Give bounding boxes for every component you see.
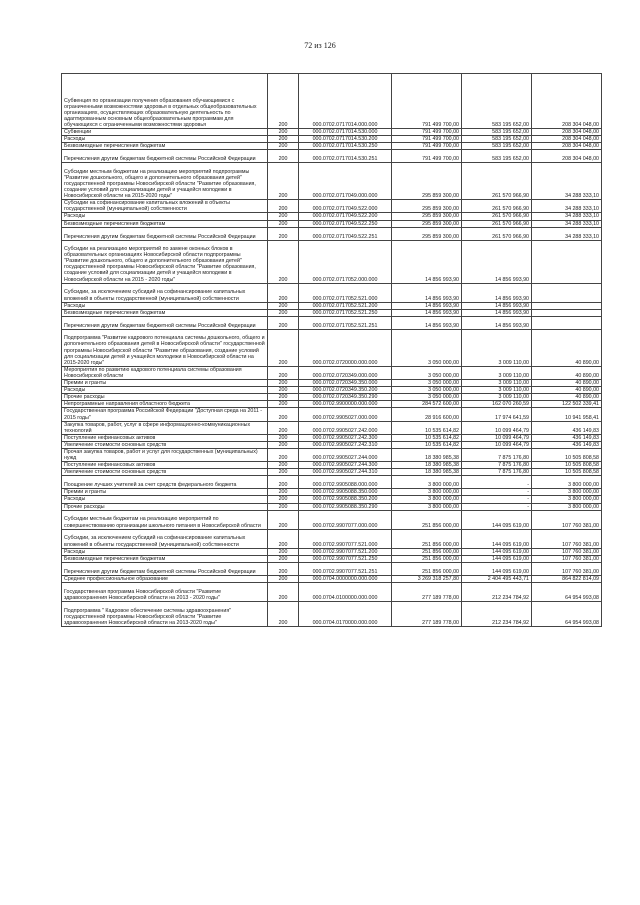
approved-amount: 10 535 614,82 (392, 421, 462, 434)
table-row (62, 503, 602, 510)
executed-amount: 14 856 993,90 (462, 283, 532, 302)
budget-classification-code: 000.0702.9905027.242.310 (299, 441, 392, 448)
approved-amount: 3 800 000,00 (392, 503, 462, 510)
unexecuted-amount: 208 304 048,00 (532, 150, 602, 163)
unexecuted-amount (532, 309, 602, 316)
budget-kvr-code: 200 (268, 366, 299, 379)
budget-kvr-code: 200 (268, 200, 299, 213)
budget-kvr-code: 200 (268, 240, 299, 283)
approved-amount: 791 499 700,00 (392, 136, 462, 143)
table-row (62, 220, 602, 227)
executed-amount: 583 195 652,00 (462, 129, 532, 136)
budget-classification-code: 000.0702.0717052.521.250 (299, 309, 392, 316)
budget-classification-code: 000.0702.9905027.242.300 (299, 434, 392, 441)
table-row (62, 434, 602, 441)
unexecuted-amount: 10 505 808,58 (532, 448, 602, 461)
budget-item-name: Безвозмездные перечисления бюджетам (62, 220, 268, 227)
unexecuted-amount: 34 288 333,10 (532, 163, 602, 200)
budget-kvr-code: 200 (268, 555, 299, 562)
approved-amount: 14 856 993,90 (392, 309, 462, 316)
budget-classification-code: 000.0702.0720000.000.000 (299, 329, 392, 366)
budget-classification-code: 000.0702.9905088.350.000 (299, 489, 392, 496)
budget-kvr-code: 200 (268, 316, 299, 329)
table-row (62, 366, 602, 379)
budget-classification-code: 000.0702.0720349.350.000 (299, 380, 392, 387)
executed-amount: 7 875 176,80 (462, 462, 532, 469)
approved-amount: 14 856 993,90 (392, 316, 462, 329)
table-row (62, 510, 602, 529)
unexecuted-amount: 40 890,00 (532, 329, 602, 366)
budget-classification-code: 000.0702.0717014.530.251 (299, 150, 392, 163)
budget-item-name: Поощрение лучших учителей за счет средств федерального бюджета (62, 476, 268, 489)
table-row (62, 302, 602, 309)
budget-kvr-code: 200 (268, 496, 299, 503)
budget-item-name: Субвенция по организации получения образования обучающимися с ограниченными возможностями здоровья в отдельных общеобразовательных организациях, осуществляющих образовательную деятельность по адаптированным основным общеобразовательным программам для обучающихся с ограниченными возможностями здоровья (62, 74, 268, 129)
unexecuted-amount: 3 800 000,00 (532, 496, 602, 503)
unexecuted-amount (532, 240, 602, 283)
budget-kvr-code: 200 (268, 408, 299, 421)
budget-classification-code: 000.0702.9900000.000.000 (299, 401, 392, 408)
table-row (62, 421, 602, 434)
approved-amount: 18 380 985,38 (392, 469, 462, 476)
unexecuted-amount: 10 505 808,58 (532, 469, 602, 476)
executed-amount: 583 195 652,00 (462, 74, 532, 129)
budget-item-name: Подпрограмма " Кадровое обеспечение системы здравоохранения" государственной программы Новосибирской области "Развитие здравоохранения Новосибирской области на 2013-2020 годы" (62, 601, 268, 626)
executed-amount: 10 099 464,79 (462, 441, 532, 448)
executed-amount: - (462, 503, 532, 510)
budget-classification-code: 000.0702.9905088.000.000 (299, 476, 392, 489)
budget-classification-code: 000.0704.0000000.000.000 (299, 575, 392, 582)
unexecuted-amount: 107 760 381,00 (532, 529, 602, 548)
budget-classification-code: 000.0702.0717052.521.000 (299, 283, 392, 302)
executed-amount: 144 095 619,00 (462, 562, 532, 575)
budget-kvr-code: 200 (268, 503, 299, 510)
budget-kvr-code: 200 (268, 387, 299, 394)
executed-amount: 583 195 652,00 (462, 143, 532, 150)
budget-classification-code: 000.0702.9907077.521.250 (299, 555, 392, 562)
budget-classification-code: 000.0702.0717014.530.000 (299, 129, 392, 136)
budget-kvr-code: 200 (268, 548, 299, 555)
budget-item-name: Мероприятия по развитию кадрового потенциала системы образования Новосибирской области (62, 366, 268, 379)
executed-amount: - (462, 476, 532, 489)
budget-kvr-code: 200 (268, 143, 299, 150)
table-row (62, 462, 602, 469)
budget-classification-code: 000.0702.9905088.350.290 (299, 503, 392, 510)
executed-amount: 3 009 110,00 (462, 387, 532, 394)
unexecuted-amount: 107 760 381,00 (532, 555, 602, 562)
budget-item-name: Безвозмездные перечисления бюджетам (62, 143, 268, 150)
unexecuted-amount: 64 954 993,08 (532, 601, 602, 626)
executed-amount: 14 856 993,90 (462, 302, 532, 309)
budget-item-name: Расходы (62, 302, 268, 309)
budget-kvr-code: 200 (268, 441, 299, 448)
approved-amount: 28 916 600,00 (392, 408, 462, 421)
unexecuted-amount: 40 890,00 (532, 387, 602, 394)
unexecuted-amount: 3 800 000,00 (532, 476, 602, 489)
executed-amount: 261 570 966,90 (462, 220, 532, 227)
approved-amount: 251 856 000,00 (392, 555, 462, 562)
approved-amount: 3 050 000,00 (392, 366, 462, 379)
unexecuted-amount: 436 149,83 (532, 441, 602, 448)
unexecuted-amount: 3 800 000,00 (532, 503, 602, 510)
budget-kvr-code: 200 (268, 469, 299, 476)
budget-classification-code: 000.0702.9907077.521.200 (299, 548, 392, 555)
budget-execution-table (61, 73, 602, 627)
table-row (62, 489, 602, 496)
approved-amount: 295 859 300,00 (392, 220, 462, 227)
budget-item-name: Государственная программа Российской Федерации "Доступная среда на 2011 - 2015 годы" (62, 408, 268, 421)
table-row (62, 283, 602, 302)
budget-classification-code: 000.0702.9905027.244.000 (299, 448, 392, 461)
table-row (62, 601, 602, 626)
executed-amount: 17 974 641,59 (462, 408, 532, 421)
budget-kvr-code: 200 (268, 136, 299, 143)
table-row (62, 387, 602, 394)
executed-amount: 212 234 784,92 (462, 582, 532, 601)
budget-item-name: Прочие расходы (62, 394, 268, 401)
budget-item-name: Безвозмездные перечисления бюджетам (62, 309, 268, 316)
unexecuted-amount: 3 800 000,00 (532, 489, 602, 496)
budget-kvr-code: 200 (268, 421, 299, 434)
executed-amount: 10 099 464,79 (462, 434, 532, 441)
budget-classification-code: 000.0702.0717049.522.000 (299, 200, 392, 213)
unexecuted-amount: 107 760 381,00 (532, 548, 602, 555)
approved-amount: 284 572 600,00 (392, 401, 462, 408)
unexecuted-amount: 107 760 381,00 (532, 510, 602, 529)
budget-item-name: Государственная программа Новосибирской области "Развитие здравоохранения Новосибирской области на 2013 - 2020 годы" (62, 582, 268, 601)
executed-amount: 212 234 784,92 (462, 601, 532, 626)
approved-amount: 791 499 700,00 (392, 150, 462, 163)
budget-item-name: Перечисления другим бюджетам бюджетной системы Российской Федерации (62, 227, 268, 240)
budget-item-name: Субсидии на реализацию мероприятий по замене оконных блоков в образовательных организациях Новосибирской области подпрограммы "Развитие дошкольного, общего и дополнительного образования детей" государственной программы Новосибирской области "Развитие образования, создание условий для социализации детей и учащейся молодежи в Новосибирской области на 2015 - 2020 годы" (62, 240, 268, 283)
executed-amount: 144 095 619,00 (462, 510, 532, 529)
unexecuted-amount (532, 283, 602, 302)
unexecuted-amount: 34 288 333,10 (532, 213, 602, 220)
approved-amount: 791 499 700,00 (392, 129, 462, 136)
budget-kvr-code: 200 (268, 434, 299, 441)
table-row (62, 548, 602, 555)
unexecuted-amount: 40 890,00 (532, 394, 602, 401)
executed-amount: 2 404 495 443,71 (462, 575, 532, 582)
executed-amount: 14 856 993,90 (462, 316, 532, 329)
approved-amount: 251 856 000,00 (392, 529, 462, 548)
budget-kvr-code: 200 (268, 582, 299, 601)
table-row (62, 136, 602, 143)
budget-item-name: Прочие расходы (62, 503, 268, 510)
table-row (62, 227, 602, 240)
budget-item-name: Прочая закупка товаров, работ и услуг для государственных (муниципальных) нужд (62, 448, 268, 461)
executed-amount: 3 009 110,00 (462, 394, 532, 401)
budget-kvr-code: 200 (268, 401, 299, 408)
unexecuted-amount: 208 304 048,00 (532, 74, 602, 129)
table-row (62, 469, 602, 476)
approved-amount: 14 856 993,90 (392, 240, 462, 283)
budget-kvr-code: 200 (268, 329, 299, 366)
table-row (62, 329, 602, 366)
table-row (62, 316, 602, 329)
budget-kvr-code: 200 (268, 220, 299, 227)
budget-kvr-code: 200 (268, 213, 299, 220)
table-row (62, 150, 602, 163)
budget-kvr-code: 200 (268, 562, 299, 575)
executed-amount: 10 099 464,79 (462, 421, 532, 434)
budget-item-name: Субсидии местным бюджетам на реализацию мероприятий по совершенствованию организации школьного питания в Новосибирской области (62, 510, 268, 529)
unexecuted-amount: 208 304 048,00 (532, 136, 602, 143)
budget-kvr-code: 200 (268, 163, 299, 200)
approved-amount: 277 189 778,00 (392, 601, 462, 626)
table-row (62, 380, 602, 387)
table-row (62, 401, 602, 408)
budget-item-name: Перечисления другим бюджетам бюджетной системы Российской Федерации (62, 316, 268, 329)
budget-item-name: Субсидии на софинансирование капитальных вложений в объекты государственной (муниципальной) собственности (62, 200, 268, 213)
executed-amount: 3 009 110,00 (462, 380, 532, 387)
table-row (62, 200, 602, 213)
budget-item-name: Расходы (62, 387, 268, 394)
unexecuted-amount: 208 304 048,00 (532, 143, 602, 150)
unexecuted-amount: 10 505 808,58 (532, 462, 602, 469)
budget-kvr-code: 200 (268, 510, 299, 529)
approved-amount: 18 380 985,38 (392, 448, 462, 461)
table-row (62, 555, 602, 562)
table-row (62, 129, 602, 136)
table-row (62, 441, 602, 448)
unexecuted-amount: 122 502 339,41 (532, 401, 602, 408)
budget-classification-code: 000.0702.0717014.530.250 (299, 143, 392, 150)
budget-classification-code: 000.0702.0717014.000.000 (299, 74, 392, 129)
approved-amount: 251 856 000,00 (392, 510, 462, 529)
budget-kvr-code: 200 (268, 476, 299, 489)
budget-item-name: Расходы (62, 496, 268, 503)
unexecuted-amount (532, 302, 602, 309)
budget-classification-code: 000.0702.0717052.521.200 (299, 302, 392, 309)
approved-amount: 3 050 000,00 (392, 329, 462, 366)
executed-amount: - (462, 496, 532, 503)
table-row (62, 575, 602, 582)
budget-kvr-code: 200 (268, 529, 299, 548)
approved-amount: 3 269 318 257,80 (392, 575, 462, 582)
table-row (62, 476, 602, 489)
executed-amount: 261 570 966,90 (462, 200, 532, 213)
budget-classification-code: 000.0702.0717052.000.000 (299, 240, 392, 283)
budget-classification-code: 000.0702.9907077.521.000 (299, 529, 392, 548)
approved-amount: 18 380 985,38 (392, 462, 462, 469)
budget-item-name: Субсидии местным бюджетам на реализацию мероприятий подпрограммы "Развитие дошкольного, общего и дополнительного образования детей" государственной программы Новосибирской области "Развитие образования, создание условий для социализации детей и учащейся молодежи в Новосибирской области на 2015-2020 годы" (62, 163, 268, 200)
budget-kvr-code: 200 (268, 601, 299, 626)
budget-classification-code: 000.0704.0100000.000.000 (299, 582, 392, 601)
table-row (62, 448, 602, 461)
table-row (62, 529, 602, 548)
budget-kvr-code: 200 (268, 74, 299, 129)
budget-classification-code: 000.0704.0170000.000.000 (299, 601, 392, 626)
budget-item-name: Увеличение стоимости основных средств (62, 441, 268, 448)
table-row (62, 394, 602, 401)
budget-classification-code: 000.0702.0717049.522.251 (299, 227, 392, 240)
budget-item-name: Увеличение стоимости основных средств (62, 469, 268, 476)
budget-item-name: Среднее профессиональное образование (62, 575, 268, 582)
budget-kvr-code: 200 (268, 489, 299, 496)
budget-classification-code: 000.0702.0720349.350.290 (299, 394, 392, 401)
budget-kvr-code: 200 (268, 462, 299, 469)
table-row (62, 562, 602, 575)
budget-kvr-code: 200 (268, 129, 299, 136)
executed-amount: 261 570 966,90 (462, 163, 532, 200)
budget-item-name: Перечисления другим бюджетам бюджетной системы Российской Федерации (62, 150, 268, 163)
approved-amount: 251 856 000,00 (392, 562, 462, 575)
budget-item-name: Расходы (62, 548, 268, 555)
unexecuted-amount: 10 941 958,41 (532, 408, 602, 421)
budget-kvr-code: 200 (268, 448, 299, 461)
page-number: 72 из 126 (304, 41, 336, 50)
unexecuted-amount: 107 760 381,00 (532, 562, 602, 575)
executed-amount: 583 195 652,00 (462, 150, 532, 163)
approved-amount: 295 859 300,00 (392, 163, 462, 200)
approved-amount: 3 800 000,00 (392, 496, 462, 503)
budget-kvr-code: 200 (268, 380, 299, 387)
budget-kvr-code: 200 (268, 150, 299, 163)
approved-amount: 3 800 000,00 (392, 489, 462, 496)
approved-amount: 295 859 300,00 (392, 213, 462, 220)
budget-item-name: Перечисления другим бюджетам бюджетной системы Российской Федерации (62, 562, 268, 575)
budget-classification-code: 000.0702.9905027.242.000 (299, 421, 392, 434)
executed-amount: 162 070 260,59 (462, 401, 532, 408)
executed-amount: 3 009 110,00 (462, 366, 532, 379)
executed-amount: 3 009 110,00 (462, 329, 532, 366)
executed-amount: 7 875 176,80 (462, 469, 532, 476)
budget-item-name: Закупка товаров, работ, услуг в сфере информационно-коммуникационных технологий (62, 421, 268, 434)
executed-amount: 7 875 176,80 (462, 448, 532, 461)
executed-amount: 261 570 966,90 (462, 227, 532, 240)
budget-classification-code: 000.0702.9907077.521.251 (299, 562, 392, 575)
approved-amount: 3 800 000,00 (392, 476, 462, 489)
table-row (62, 582, 602, 601)
approved-amount: 14 856 993,90 (392, 283, 462, 302)
unexecuted-amount: 864 822 814,09 (532, 575, 602, 582)
approved-amount: 295 859 300,00 (392, 227, 462, 240)
budget-kvr-code: 200 (268, 302, 299, 309)
budget-classification-code: 000.0702.9905088.350.200 (299, 496, 392, 503)
unexecuted-amount: 40 890,00 (532, 366, 602, 379)
budget-item-name: Субвенции (62, 129, 268, 136)
table-row (62, 309, 602, 316)
approved-amount: 10 535 614,82 (392, 434, 462, 441)
approved-amount: 3 050 000,00 (392, 394, 462, 401)
approved-amount: 791 499 700,00 (392, 143, 462, 150)
budget-item-name: Поступление нефинансовых активов (62, 434, 268, 441)
executed-amount: 583 195 652,00 (462, 136, 532, 143)
executed-amount: 14 856 993,90 (462, 240, 532, 283)
budget-kvr-code: 200 (268, 227, 299, 240)
budget-classification-code: 000.0702.0720349.000.000 (299, 366, 392, 379)
budget-item-name: Субсидии, за исключением субсидий на софинансирование капитальных вложений в объекты государственной (муниципальной) собственности (62, 283, 268, 302)
budget-item-name: Расходы (62, 136, 268, 143)
budget-item-name: Безвозмездные перечисления бюджетам (62, 555, 268, 562)
unexecuted-amount: 436 149,83 (532, 434, 602, 441)
unexecuted-amount: 34 288 333,10 (532, 220, 602, 227)
table-row (62, 408, 602, 421)
unexecuted-amount: 40 890,00 (532, 380, 602, 387)
approved-amount: 3 050 000,00 (392, 387, 462, 394)
budget-classification-code: 000.0702.0717049.522.250 (299, 220, 392, 227)
approved-amount: 3 050 000,00 (392, 380, 462, 387)
unexecuted-amount: 34 288 333,10 (532, 200, 602, 213)
budget-classification-code: 000.0702.9905027.244.300 (299, 462, 392, 469)
table-row (62, 163, 602, 200)
budget-item-name: Премии и гранты (62, 489, 268, 496)
executed-amount: 14 856 993,90 (462, 309, 532, 316)
approved-amount: 14 856 993,90 (392, 302, 462, 309)
budget-kvr-code: 200 (268, 283, 299, 302)
budget-classification-code: 000.0702.0717014.530.200 (299, 136, 392, 143)
budget-item-name: Премии и гранты (62, 380, 268, 387)
unexecuted-amount: 436 149,83 (532, 421, 602, 434)
executed-amount: - (462, 489, 532, 496)
budget-kvr-code: 200 (268, 309, 299, 316)
unexecuted-amount: 34 288 333,10 (532, 227, 602, 240)
unexecuted-amount (532, 316, 602, 329)
table-row (62, 496, 602, 503)
budget-classification-code: 000.0702.0720349.350.200 (299, 387, 392, 394)
budget-kvr-code: 200 (268, 394, 299, 401)
executed-amount: 144 095 619,00 (462, 529, 532, 548)
budget-item-name: Расходы (62, 213, 268, 220)
budget-item-name: Непрограммные направления областного бюджета (62, 401, 268, 408)
unexecuted-amount: 208 304 048,00 (532, 129, 602, 136)
executed-amount: 261 570 966,90 (462, 213, 532, 220)
approved-amount: 251 856 000,00 (392, 548, 462, 555)
budget-classification-code: 000.0702.9907077.000.000 (299, 510, 392, 529)
table-row (62, 213, 602, 220)
budget-item-name: Поступление нефинансовых активов (62, 462, 268, 469)
budget-item-name: Субсидии, за исключением субсидий на софинансирование капитальных вложений в объекты государственной (муниципальной) собственности (62, 529, 268, 548)
table-row (62, 240, 602, 283)
budget-classification-code: 000.0702.9905027.000.000 (299, 408, 392, 421)
executed-amount: 144 095 619,00 (462, 555, 532, 562)
budget-kvr-code: 200 (268, 575, 299, 582)
budget-classification-code: 000.0702.0717049.522.200 (299, 213, 392, 220)
approved-amount: 791 499 700,00 (392, 74, 462, 129)
budget-classification-code: 000.0702.0717049.000.000 (299, 163, 392, 200)
approved-amount: 277 189 778,00 (392, 582, 462, 601)
budget-classification-code: 000.0702.0717052.521.251 (299, 316, 392, 329)
unexecuted-amount: 64 954 993,08 (532, 582, 602, 601)
table-row (62, 143, 602, 150)
approved-amount: 295 859 300,00 (392, 200, 462, 213)
budget-classification-code: 000.0702.9905027.244.310 (299, 469, 392, 476)
budget-item-name: Подпрограмма "Развитие кадрового потенциала системы дошкольного, общего и дополнительного образования детей в Новосибирской области" государственной программы Новосибирской области "Развитие образования, создание условий для социализации детей и учащейся молодежи в Новосибирской области на 2015-2020 годы" (62, 329, 268, 366)
table-row (62, 74, 602, 129)
approved-amount: 10 535 614,82 (392, 441, 462, 448)
executed-amount: 144 095 619,00 (462, 548, 532, 555)
